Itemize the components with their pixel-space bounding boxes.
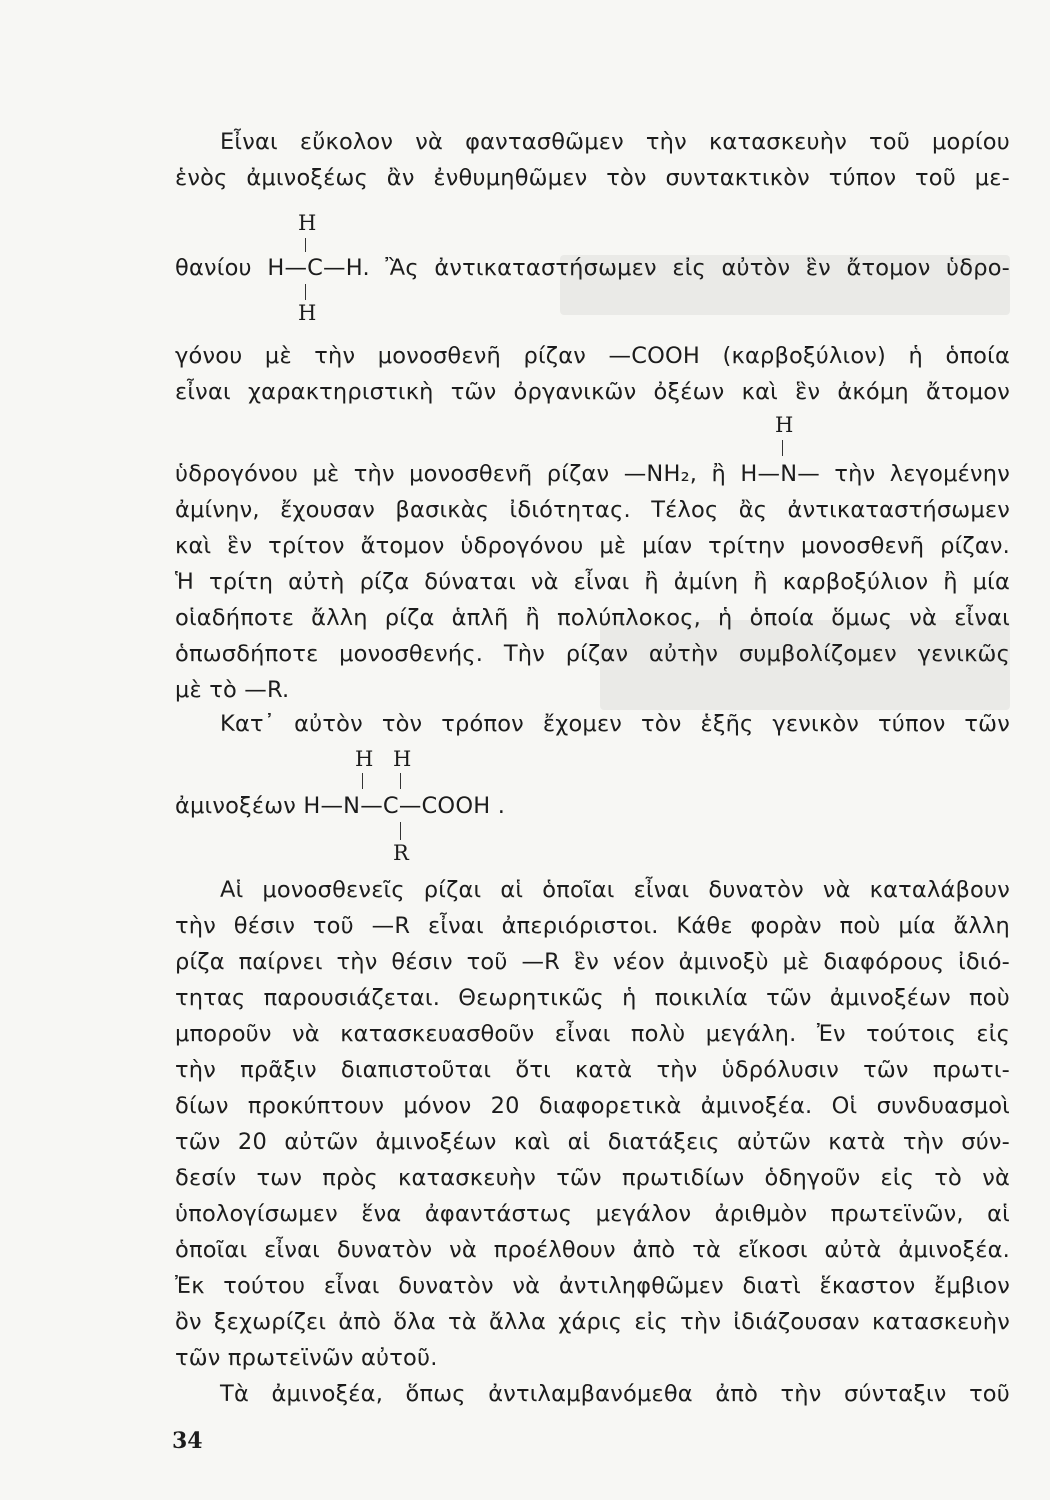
text-line: Ἐκ τούτου εἶναι δυνατὸν νὰ ἀντιληφθῶμεν διατὶ ἕκαστον ἔμβιον — [175, 1273, 1010, 1299]
formula-bond — [305, 238, 306, 252]
text-line: τῶν 20 αὐτῶν ἀμινοξέων καὶ αἱ διατάξεις αὐτῶν κατὰ τὴν σύν- — [175, 1129, 1010, 1155]
text-line: ρίζα παίρνει τὴν θέσιν τοῦ —R ἓν νέον ἀμινοξὺ μὲ διαφόρους ἰδιό- — [175, 949, 1010, 975]
text-line: Κατ᾽ αὐτὸν τὸν τρόπον ἔχομεν τὸν ἑξῆς γενικὸν τύπον τῶν — [220, 711, 1010, 737]
formula-atom-h: H — [393, 747, 412, 771]
text-line: Αἱ μονοσθενεῖς ρίζαι αἱ ὁποῖαι εἶναι δυνατὸν νὰ καταλάβουν — [220, 877, 1010, 903]
text-line: ἀμινοξέων H—N—C—COOH . — [175, 793, 506, 819]
formula-bond — [400, 773, 401, 789]
formula-atom-h: H — [355, 747, 374, 771]
text-line: τὴν πρᾶξιν διαπιστοῦται ὅτι κατὰ τὴν ὑδρόλυσιν τῶν πρωτι- — [175, 1057, 1010, 1083]
text-line: Εἶναι εὔκολον νὰ φαντασθῶμεν τὴν κατασκευὴν τοῦ μορίου — [220, 129, 1010, 155]
text-line: ἑνὸς ἀμινοξέως ἂν ἐνθυμηθῶμεν τὸν συντακτικὸν τύπον τοῦ με- — [175, 165, 1010, 191]
formula-bond — [305, 284, 306, 300]
text-line: γόνου μὲ τὴν μονοσθενῆ ρίζαν —COOH (καρβοξύλιον) ἡ ὁποία — [175, 343, 1010, 369]
text-line: καὶ ἓν τρίτον ἄτομον ὑδρογόνου μὲ μίαν τρίτην μονοσθενῆ ρίζαν. — [175, 533, 1010, 559]
formula-atom-h: H — [775, 413, 794, 437]
text-line: ἀμίνην, ἔχουσαν βασικὰς ἰδιότητας. Τέλος ἂς ἀντικαταστήσωμεν — [175, 497, 1010, 523]
formula-atom-r: R — [393, 841, 409, 865]
text-line: ὁποῖαι εἶναι δυνατὸν νὰ προέλθουν ἀπὸ τὰ εἴκοσι αὐτὰ ἀμινοξέα. — [175, 1237, 1010, 1263]
formula-atom-h: H — [298, 301, 317, 325]
text-line: δεσίν των πρὸς κατασκευὴν τῶν πρωτιδίων ὁδηγοῦν εἰς τὸ νὰ — [175, 1165, 1010, 1191]
text-line: τητας παρουσιάζεται. Θεωρητικῶς ἡ ποικιλία τῶν ἀμινοξέων ποὺ — [175, 985, 1010, 1011]
formula-bond — [362, 773, 363, 789]
text-line: τὴν θέσιν τοῦ —R εἶναι ἀπεριόριστοι. Κάθε φορὰν ποὺ μία ἄλλη — [175, 913, 1010, 939]
text-line: ὑδρογόνου μὲ τὴν μονοσθενῆ ρίζαν —NH₂, ἢ H—N— τὴν λεγομένην — [175, 461, 1010, 487]
text-line: μποροῦν νὰ κατασκευασθοῦν εἶναι πολὺ μεγάλη. Ἐν τούτοις εἰς — [175, 1021, 1010, 1047]
text-line: ὂν ξεχωρίζει ἀπὸ ὅλα τὰ ἄλλα χάρις εἰς τὴν ἰδιάζουσαν κατασκευὴν — [175, 1309, 1010, 1335]
text-line: Τὰ ἀμινοξέα, ὅπως ἀντιλαμβανόμεθα ἀπὸ τὴν σύνταξιν τοῦ — [220, 1381, 1010, 1407]
text-line: ὑπολογίσωμεν ἕνα ἀφαντάστως μεγάλον ἀριθμὸν πρωτεϊνῶν, αἱ — [175, 1201, 1010, 1227]
formula-bond — [782, 440, 783, 456]
text-line: ὁπωσδήποτε μονοσθενής. Τὴν ρίζαν αὐτὴν συμβολίζομεν γενικῶς — [175, 641, 1010, 667]
text-line: Ἡ τρίτη αὐτὴ ρίζα δύναται νὰ εἶναι ἢ ἀμίνη ἢ καρβοξύλιον ἢ μία — [175, 569, 1010, 595]
text-line: τῶν πρωτεϊνῶν αὐτοῦ. — [175, 1345, 438, 1371]
text-line: οἱαδήποτε ἄλλη ρίζα ἁπλῆ ἢ πολύπλοκος, ἡ ὁποία ὅμως νὰ εἶναι — [175, 605, 1010, 631]
formula-bond — [400, 822, 401, 840]
text-line: θανίου H—C—H. Ἂς ἀντικαταστήσωμεν εἰς αὐτὸν ἓν ἄτομον ὑδρο- — [175, 255, 1010, 281]
formula-atom-h: H — [298, 211, 317, 235]
page-number: 34 — [172, 1428, 203, 1454]
text-line: μὲ τὸ —R. — [175, 677, 290, 703]
text-line: εἶναι χαρακτηριστικὴ τῶν ὀργανικῶν ὀξέων καὶ ἓν ἀκόμη ἄτομον — [175, 379, 1010, 405]
text-line: δίων προκύπτουν μόνον 20 διαφορετικὰ ἀμινοξέα. Οἱ συνδυασμοὶ — [175, 1093, 1010, 1119]
